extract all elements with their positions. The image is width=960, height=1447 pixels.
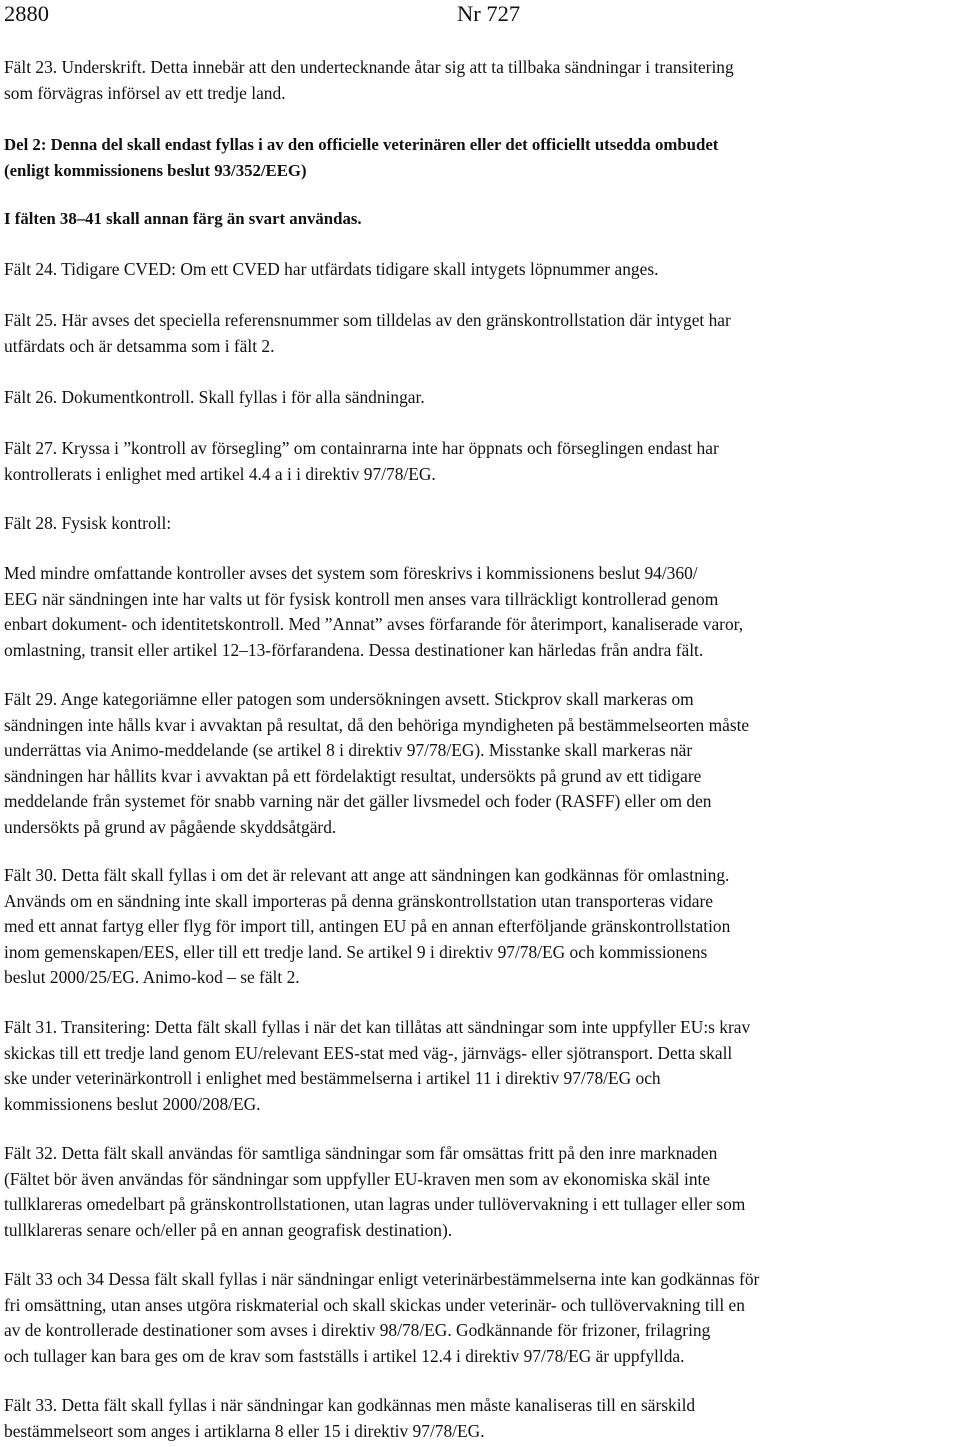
paragraph-falten-38-41: I fälten 38–41 skall annan färg än svart användas. — [4, 209, 362, 228]
paragraph-del-2: Del 2: Denna del skall endast fyllas i av den officielle veterinären eller det officiellt utsedda ombudet (enligt kommissionens beslut 93/352/EEG) — [4, 135, 719, 180]
paragraph-falt-23: Fält 23. Underskrift. Detta innebär att den undertecknande åtar sig att ta tillbaka sändningar i transitering som förvägras införsel av ett tredje land. — [4, 57, 734, 103]
paragraph-falt-25: Fält 25. Här avses det speciella referensnummer som tilldelas av den gränskontrollstation där intyget har utfärdats och är detsamma som i fält 2. — [4, 310, 731, 356]
paragraph-falt-28: Fält 28. Fysisk kontroll: — [4, 513, 172, 533]
paragraph-falt-32: Fält 32. Detta fält skall användas för samtliga sändningar som får omsättas fritt på den inre marknaden (Fältet bör även användas för sändningar som uppfyller EU-kraven men som av ekonomiska skäl inte tullklareras omedelbart på gränskontrollstationen, utan lagras under tullövervakning i ett tullager eller som tullklareras senare och/eller på en annan geografisk destination). — [4, 1143, 746, 1240]
paragraph-falt-30: Fält 30. Detta fält skall fyllas i om det är relevant att ange att sändningen kan godkännas för omlastning. Används om en sändning inte skall importeras på denna gränskontrollstation utan transporteras vidare med ett annat fartyg eller flyg för import till, antingen EU på en annan efterföljande gränskontrollstation inom gemenskapen/EES, eller till ett tredje land. Se artikel 9 i direktiv 97/78/EG och kommissionens beslut 2000/25/EG. Animo-kod – se fält 2. — [4, 865, 731, 987]
paragraph-falt-26: Fält 26. Dokumentkontroll. Skall fyllas i för alla sändningar. — [4, 387, 425, 407]
page-number: 2880 — [4, 1, 49, 26]
paragraph-falt-27: Fält 27. Kryssa i ”kontroll av försegling” om containrarna inte har öppnats och förseglingen endast har kontrollerats i enlighet med artikel 4.4 a i i direktiv 97/78/EG. — [4, 438, 719, 484]
paragraph-falt-24: Fält 24. Tidigare CVED: Om ett CVED har utfärdats tidigare skall intygets löpnummer anges. — [4, 259, 659, 279]
document-number: Nr 727 — [457, 1, 521, 26]
paragraph-falt-31: Fält 31. Transitering: Detta fält skall fyllas i när det kan tillåtas att sändningar som inte uppfyller EU:s krav skickas till ett tredje land genom EU/relevant EES-stat med väg-, järnvägs- eller sjötransport. Detta skall ske under veterinärkontroll i enlighet med bestämmelserna i artikel 11 i direktiv 97/78/EG och kommissionens beslut 2000/208/EG. — [4, 1017, 751, 1114]
paragraph-falt-33-34: Fält 33 och 34 Dessa fält skall fyllas i när sändningar enligt veterinärbestämmelserna inte kan godkännas för fri omsättning, utan anses utgöra riskmaterial och skall skickas under veterinär- och tullövervakning till en av de kontrollerade destinationer som avses i direktiv 98/78/EG. Godkännande för frizoner, frilagring och tullager kan bara ges om de krav som fastställs i artikel 12.4 i direktiv 97/78/EG är uppfyllda. — [4, 1269, 760, 1366]
paragraph-falt-33: Fält 33. Detta fält skall fyllas i när sändningar kan godkännas men måste kanaliseras till en särskild bestämmelseort som anges i artiklarna 8 eller 15 i direktiv 97/78/EG. — [4, 1395, 696, 1441]
page-header — [0, 0, 960, 30]
paragraph-falt-29: Fält 29. Ange kategoriämne eller patogen som undersökningen avsett. Stickprov skall markeras om sändningen inte hålls kvar i avvaktan på resultat, då den behöriga myndigheten på bestämmelseorten måste underrättas via Animo-meddelande (se artikel 8 i direktiv 97/78/EG). Misstanke skall markeras när sändningen har hållits kvar i avvaktan på ett fördelaktigt resultat, undersökts på grund av ett tidigare meddelande från systemet för snabb varning när det gäller livsmedel och foder (RASFF) eller om den undersökts på grund av pågående skyddsåtgärd. — [4, 689, 750, 837]
paragraph-fysisk-kontroll: Med mindre omfattande kontroller avses det system som föreskrivs i kommissionens beslut 94/360/ EEG när sändningen inte har valts ut för fysisk kontroll men anses vara tillräckligt kontrollerad genom enbart dokument- och identitetskontroll. Med ”Annat” avses förfarande för återimport, kanaliserade varor, omlastning, transit eller artikel 12–13-förfarandena. Dessa destinationer kan härledas från andra fält. — [4, 563, 744, 660]
